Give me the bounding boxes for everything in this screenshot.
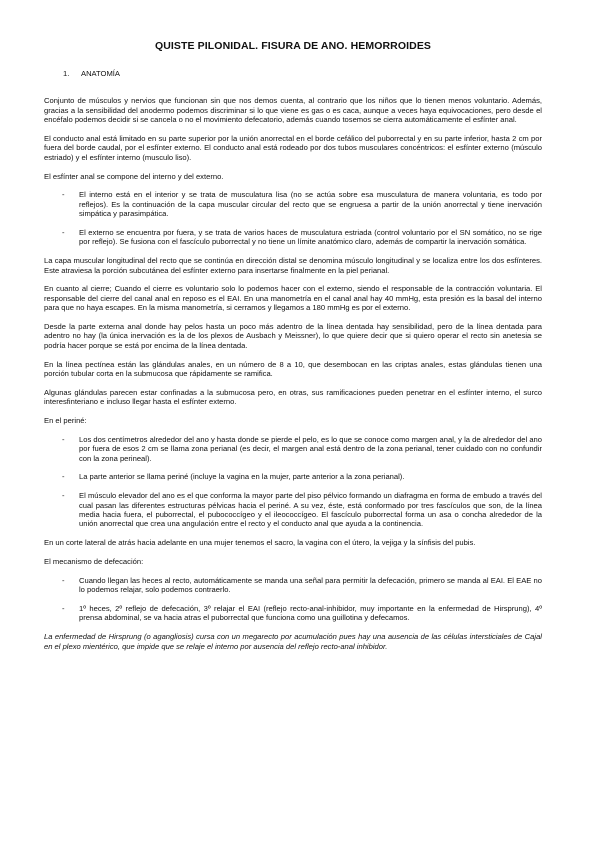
paragraph: Conjunto de músculos y nervios que funcionan sin que nos demos cuenta, al contrario que los niños que lo tienen menos voluntario. Además, gracias a la sensibilidad del anodermo podemos discriminar si lo que viene es gas o es caca, aunque a veces haya equivocaciones, pero desde el encéfalo podemos decidir si se cancela o no el movimiento defecatorio, además cuando tosemos se cierra automáticamente el esfínter anal. xyxy=(44,96,542,125)
bullet-dash: - xyxy=(62,472,65,482)
bullet-dash: - xyxy=(62,228,65,238)
bullet-dash: - xyxy=(62,575,65,585)
list-perine xyxy=(44,435,542,529)
list-defecacion xyxy=(44,576,542,623)
list-item-text: El músculo elevador del ano es el que conforma la mayor parte del piso pélvico formando un diafragma en forma de embudo a través del cual pasan las diferentes estructuras pélvicas hacia el periné. A su vez, éste, está conformado por tres fascículos que son, de la línea media hacia fuera, el puborrectal, el pubococcígeo y el ileococcígeo. El fascículo puborrectal forma un asa o concha alrededor de la unión anorrectal que crea una angulación entre el recto y el conducto anal que ayuda a la continencia. xyxy=(79,491,542,529)
list-item-text: El interno está en el interior y se trata de musculatura lisa (no se actúa sobre esa musculatura de manera voluntaria, es todo por reflejos). Es la continuación de la capa muscular circular del recto que se engruesa a partir de la unión anorrectal y tiene inervación simpática y parasimpática. xyxy=(79,190,542,219)
list-item-text: Los dos centímetros alrededor del ano y hasta donde se pierde el pelo, es lo que se conoce como margen anal, y la de alrededor del ano por fuera de esos 2 cm se llama zona perianal (es decir, el margen anal está dentro de la zona perianal, tener cuidado con no confundir con la zona perineal). xyxy=(79,434,542,463)
italic-note: La enfermedad de Hirsprung (o agangliosis) cursa con un megarecto por acumulación pues hay una ausencia de las células intersticiales de Cajal en el plexo mientérico, que impide que se relaje el interno por ausencia del reflejo recto-anal inhibidor. xyxy=(44,632,542,651)
page-title: QUISTE PILONIDAL. FISURA DE ANO. HEMORROIDES xyxy=(154,40,432,52)
paragraph: Algunas glándulas parecen estar confinadas a la submucosa pero, en otras, sus ramificaciones pueden penetrar en el esfínter interno, el surco interesfinteriano e incluso llegar hasta el esfínter externo. xyxy=(44,387,542,407)
list-item xyxy=(44,472,542,481)
list-item xyxy=(44,190,542,218)
bullet-dash: - xyxy=(62,491,65,501)
paragraph: El mecanismo de defecación: xyxy=(44,557,144,567)
list-item xyxy=(44,491,542,529)
list-item xyxy=(44,228,542,247)
paragraph: Desde la parte externa anal donde hay pelos hasta un poco más adentro de la línea dentada hay sensibilidad, pero de la línea dentada para adentro no hay (la única inervación es la de los plexos de Ausbach y Meissner), lo que quiere decir que si quiero operar el recto sin anetesia se podría hacer porque se está por encima de la línea dentada. xyxy=(44,322,542,350)
list-item-text: La parte anterior se llama periné (incluye la vagina en la mujer, parte anterior a la zona perianal). xyxy=(79,472,405,482)
bullet-dash: - xyxy=(62,190,65,200)
bullet-dash: - xyxy=(62,604,65,614)
section-label: ANATOMÍA xyxy=(81,69,120,78)
section-number: 1. xyxy=(63,69,70,78)
bullet-dash: - xyxy=(62,434,65,444)
paragraph: El esfínter anal se compone del interno y del externo. xyxy=(44,171,224,181)
section-heading xyxy=(63,69,542,78)
list-item-text: Cuando llegan las heces al recto, automáticamente se manda una señal para permitir la defecación, primero se manda al EAI. El EAE no lo podemos relajar, solo podemos contraerlo. xyxy=(79,575,542,595)
paragraph: En un corte lateral de atrás hacia adelante en una mujer tenemos el sacro, la vagina con el útero, la vejiga y la sínfisis del pubis. xyxy=(44,538,476,548)
list-esfinter xyxy=(44,190,542,246)
list-item xyxy=(44,604,542,623)
list-item-text: El externo se encuentra por fuera, y se trata de varios haces de musculatura estriada (control voluntario por el SN somático, no se rige por reflejo). Se fusiona con el fascículo puborrectal y no tiene un límite anatómico claro, además de compartir la inervación somática. xyxy=(79,228,542,247)
paragraph: El conducto anal está limitado en su parte superior por la unión anorrectal en el borde cefálico del puborrectal y en su parte inferior, hasta 2 cm por fuera del borde caudal, por el esfínter externo. El conducto anal está rodeado por dos tubos musculares concéntricos: el esfínter externo (músculo estriado) y el esfínter interno (musculo liso). xyxy=(44,134,542,162)
list-item xyxy=(44,576,542,595)
paragraph: En la línea pectínea están las glándulas anales, en un número de 8 a 10, que desembocan en las criptas anales, estas glándulas tienen una porción tubular corta en la submucosa que rápidamente se ramifica. xyxy=(44,359,542,379)
paragraph: La capa muscular longitudinal del recto que se continúa en dirección distal se denomina músculo longitudinal y se localiza entre los dos esfínteres. Este atraviesa la porción subcutánea del esfínter externo para insertarse finalmente en la piel perianal. xyxy=(44,256,542,275)
paragraph: En cuanto al cierre; Cuando el cierre es voluntario solo lo podemos hacer con el externo, siendo el responsable de la contracción voluntaria. El responsable del cierre del canal anal en reposo es el EAI. En una manometría en el canal anal hay 40 mmHg, esta presión es la basal del interno para que no haya escapes. En la misma manometría, si cerramos y llegamos a 180 mmHg es por el externo. xyxy=(44,284,542,313)
list-item-text: 1º heces, 2º reflejo de defecación, 3º relajar el EAI (reflejo recto-anal-inhibidor, muy importante en la enfermedad de Hirsprung), 4º prensa abdominal, se va hacia atras el puborrectal que funciona como una guillotina y defecamos. xyxy=(79,604,542,623)
list-item xyxy=(44,435,542,463)
paragraph: En el periné: xyxy=(44,416,87,426)
